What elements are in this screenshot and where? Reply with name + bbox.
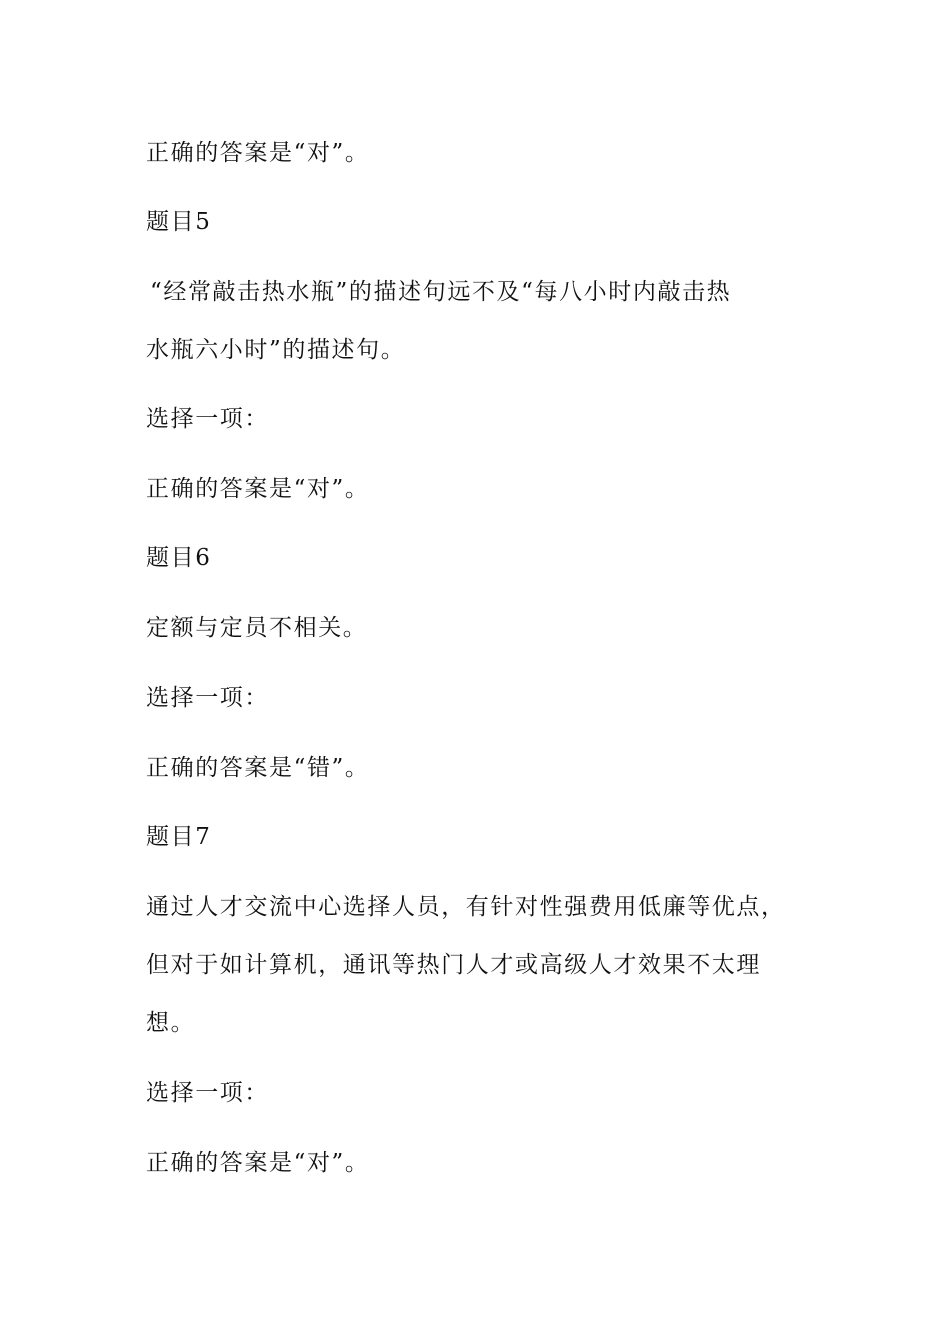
question-6-text: 定额与定员不相关。	[146, 615, 368, 641]
answer-text: 正确的答案是“对”。	[146, 476, 370, 502]
choose-one-label: 选择一项：	[146, 406, 269, 432]
answer-text: 正确的答案是“错”。	[146, 755, 370, 781]
question-7-text-line-1: 通过人才交流中心选择人员，有针对性强费用低廉等优点，	[146, 894, 786, 920]
question-6-heading: 题目6	[146, 545, 212, 571]
question-7-heading: 题目7	[146, 824, 212, 850]
question-7-text-line-2: 但对于如计算机，通讯等热门人才或高级人才效果不太理	[146, 952, 761, 978]
answer-text: 正确的答案是“对”。	[146, 1150, 370, 1176]
answer-text: 正确的答案是“对”。	[146, 140, 370, 166]
question-7-text-line-3: 想。	[146, 1010, 196, 1036]
choose-one-label: 选择一项：	[146, 1080, 269, 1106]
question-5-text-line-1: “经常敲击热水瓶”的描述句远不及“每八小时内敲击热	[150, 279, 732, 305]
question-5-heading: 题目5	[146, 209, 212, 235]
choose-one-label: 选择一项：	[146, 685, 269, 711]
question-5-text-line-2: 水瓶六小时”的描述句。	[146, 337, 406, 363]
